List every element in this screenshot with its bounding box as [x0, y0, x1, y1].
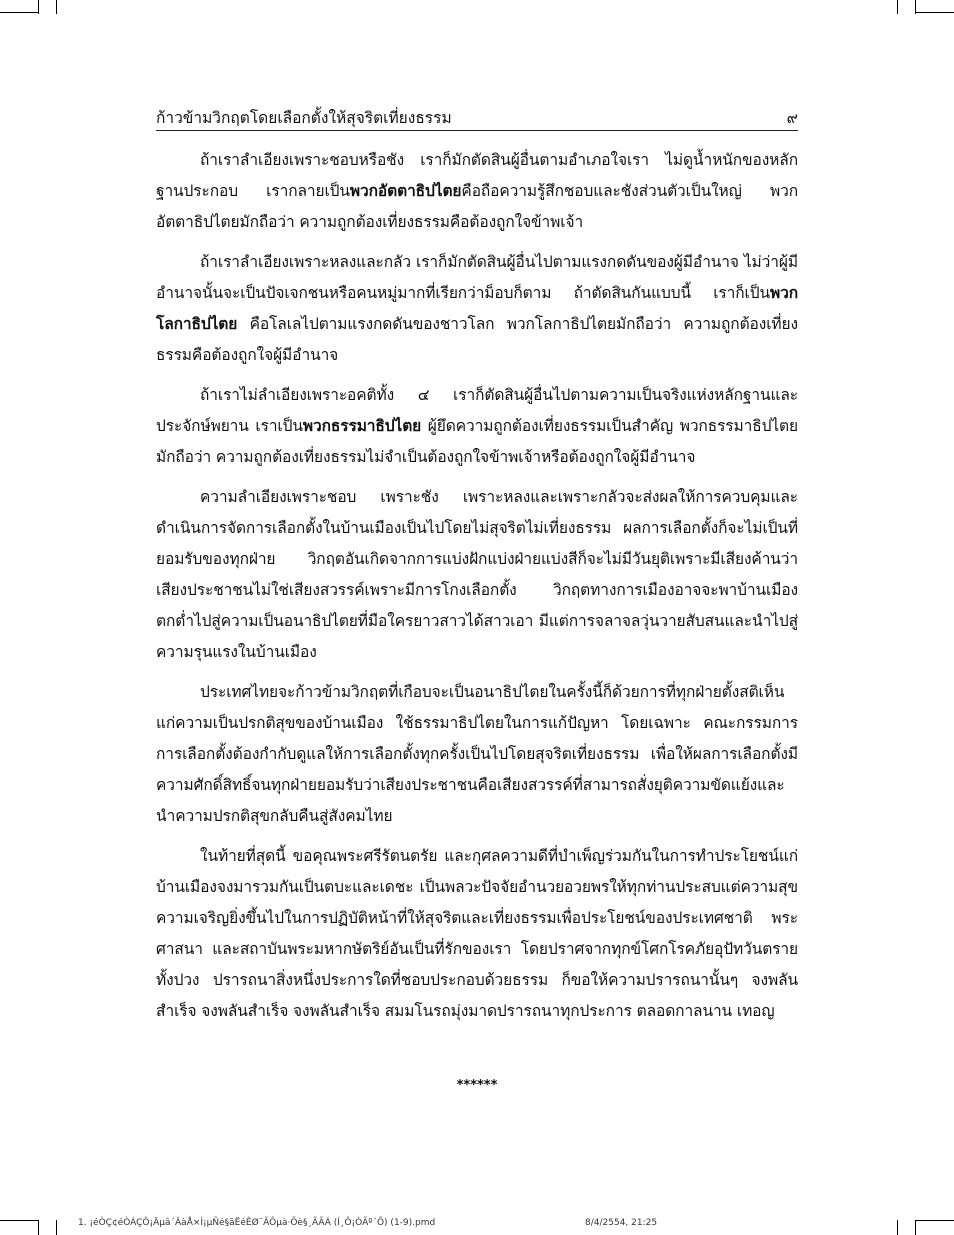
page-number: ๙	[786, 109, 798, 127]
paragraph	[156, 145, 798, 238]
paragraph-text: ในท้ายที่สุดนี้ ขอคุณพระศรีรัตนตรัย และกุศลความดีที่บำเพ็ญร่วมกันในการทำประโยชน์แก่บ้านเมืองจงมารวมกันเป็นตบะและเดชะ เป็นพลวะปัจจัยอำนวยอวยพรให้ทุกท่านประสบแต่ความสุขความเจริญยิ่งขึ้นไปในการปฏิบัติหน้าที่ให้สุจริตและเที่ยงธรรมเพื่อประโยชน์ของประเทศชาติ พระศาสนา และสถาบันพระมหากษัตริย์อันเป็นที่รักของเรา โดยปราศจากทุกข์โศกโรคภัยอุปัทวันตรายทั้งปวง ปรารถนาสิ่งหนึ่งประการใดที่ชอบประกอบด้วยธรรม ก็ขอให้ความปรารถนานั้นๆ จงพลันสำเร็จ จงพลันสำเร็จ จงพลันสำเร็จ สมมโนรถมุ่งมาดปรารถนาทุกประการ ตลอดกาลนาน เทอญ	[156, 847, 798, 1020]
crop-mark	[38, 1220, 39, 1235]
bold-term: พวกอัตตาธิปไตย	[349, 182, 462, 200]
crop-mark	[915, 1220, 916, 1235]
crop-mark	[915, 0, 916, 14]
paragraph-text: ความลำเอียงเพราะชอบ เพราะชัง เพราะหลงและเพราะกลัวจะส่งผลให้การควบคุมและดำเนินการจัดการเลือกตั้งในบ้านเมืองเป็นไปโดยไม่สุจริตไม่เที่ยงธรรม ผลการเลือกตั้งก็จะไม่เป็นที่ยอมรับของทุกฝ่าย วิกฤตอันเกิดจากการแบ่งฝักแบ่งฝ่ายแบ่งสีก็จะไม่มีวันยุติเพราะมีเสียงค้านว่าเสียงประชาชนไม่ใช่เสียงสวรรค์เพราะมีการโกงเลือกตั้ง วิกฤตทางการเมืองอาจจะพาบ้านเมืองตกต่ำไปสู่ความเป็นอนาธิปไตยที่มือใครยาวสาวได้สาวเอา มีแต่การจลาจลวุ่นวายสับสนและนำไปสู่ความรุนแรงในบ้านเมือง	[156, 488, 798, 661]
crop-mark	[916, 1220, 954, 1221]
crop-mark	[916, 12, 954, 13]
header-title: ก้าวข้ามวิกฤตโดยเลือกตั้งให้สุจริตเที่ยงธรรม	[156, 109, 452, 127]
paragraph-text: ประเทศไทยจะก้าวข้ามวิกฤตที่เกือบจะเป็นอนาธิปไตยในครั้งนี้ก็ด้วยการที่ทุกฝ่ายตั้งสติเห็นแก่ความเป็นปรกติสุขของบ้านเมือง ใช้ธรรมาธิปไตยในการแก้ปัญหา โดยเฉพาะ คณะกรรมการการเลือกตั้งต้องกำกับดูแลให้การเลือกตั้งทุกครั้งเป็นไปโดยสุจริตเที่ยงธรรม เพื่อให้ผลการเลือกตั้งมีความศักดิ์สิทธิ์จนทุกฝ่ายยอมรับว่าเสียงประชาชนคือเสียงสวรรค์ที่สามารถสั่งยุติความขัดแย้งและนำความปรกติสุขกลับคืนสู่สังคมไทย	[156, 683, 798, 825]
paragraph-text: ถ้าเราลำเอียงเพราะหลงและกลัว เราก็มักตัดสินผู้อื่นไปตามแรงกดดันของผู้มีอำนาจ ไม่ว่าผู้มีอำนาจนั้นจะเป็นปัจเจกชนหรือคนหมู่มากที่เรียกว่าม็อบก็ตาม ถ้าตัดสินกันแบบนี้ เราก็เป็น	[156, 253, 798, 302]
paragraph	[156, 482, 798, 668]
paragraph-text: คือถือความรู้สึกชอบและชังส่วนตัวเป็นใหญ่ พวกอัตตาธิปไตยมักถือว่า ความถูกต้องเที่ยงธรรมคือต้องถูกใจข้าพเจ้า	[156, 182, 798, 231]
paragraph	[156, 380, 798, 473]
crop-mark	[897, 1220, 898, 1235]
end-mark: ******	[456, 1078, 498, 1093]
paragraph-text: ผู้ยึดความถูกต้องเที่ยงธรรมเป็นสำคัญ พวกธรรมาธิปไตยมักถือว่า ความถูกต้องเที่ยงธรรมไม่จำเป็นต้องถูกใจข้าพเจ้าหรือต้องถูกใจผู้มีอำนาจ	[156, 417, 798, 466]
bold-term: พวกธรรมาธิปไตย	[302, 417, 422, 435]
crop-mark	[0, 12, 38, 13]
paragraph-text: ถ้าเราไม่ลำเอียงเพราะอคติทั้ง ๔ เราก็ตัดสินผู้อื่นไปตามความเป็นจริงแห่งหลักฐานและประจักษ์พยาน เราเป็น	[156, 386, 798, 435]
paragraph	[156, 677, 798, 832]
body-text	[156, 145, 798, 1036]
paragraph	[156, 841, 798, 1027]
crop-mark	[56, 1220, 57, 1235]
footer-file-name: 1. ¡éÒÇ¢éÒÁÇÔ¡Äµâ´ÂàÅ×Í¡µÑé§ãËéÊØ¨ÃÔµà·Õè§¸ÃÃÁ (Í¸Ô¡ÒÃº´Õ) (1-9).pmd	[78, 1218, 436, 1228]
paragraph	[156, 247, 798, 371]
running-header	[156, 108, 798, 131]
crop-mark	[0, 1220, 38, 1221]
crop-mark	[56, 0, 57, 14]
footer-timestamp: 8/4/2554, 21:25	[585, 1218, 658, 1228]
paragraph-text: ถ้าเราลำเอียงเพราะชอบหรือชัง เราก็มักตัดสินผู้อื่นตามอำเภอใจเรา ไม่ดูน้ำหนักของหลักฐานประกอบ เรากลายเป็น	[156, 151, 798, 200]
bold-term: พวกโลกาธิปไตย	[156, 284, 798, 333]
crop-mark	[38, 0, 39, 14]
crop-mark	[897, 0, 898, 14]
paragraph-text: คือโลเลไปตามแรงกดดันของชาวโลก พวกโลกาธิปไตยมักถือว่า ความถูกต้องเที่ยงธรรมคือต้องถูกใจผู้มีอำนาจ	[156, 315, 798, 364]
